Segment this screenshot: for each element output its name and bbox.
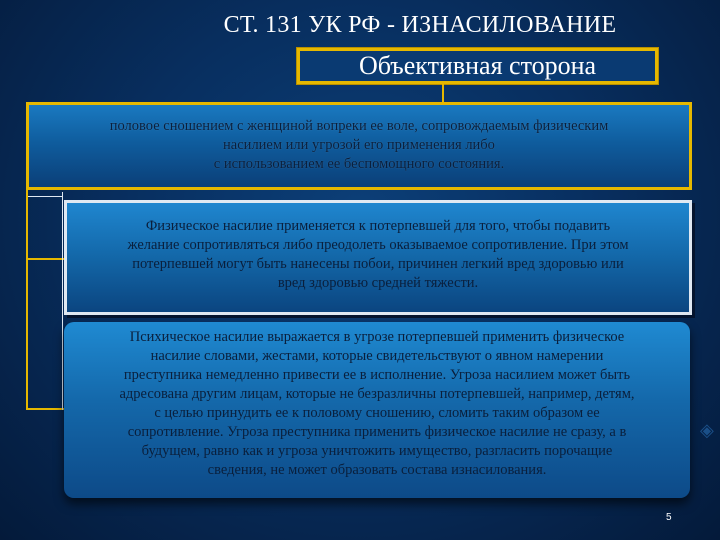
guide-line-left xyxy=(62,192,63,410)
bracket-to-mental xyxy=(26,408,64,410)
guide-line-top xyxy=(28,196,62,197)
decorative-shape-icon: ◈ xyxy=(700,420,714,441)
mental-violence-text: Психическое насилие выражается в угрозе потерпевшей применить физическое насилие словами, жестами, которые свидетельствуют о явном намерении преступника немедленно привести ее в исполнение. Угроза насилием может быть адресована другим лицам, которые не безразличны потерпевшей, например, детям, с целью принудить ее к половому сношению, сломить таким образом ее сопротивление. Угроза преступника применить физическое насилие не сразу, а в будущем, равно как и угроза уничтожить имущество, разгласить порочащие сведения, не может образовать состава изнасилования. xyxy=(119,329,635,478)
page-number: 5 xyxy=(666,512,672,523)
bracket-to-physical xyxy=(26,258,64,260)
definition-box xyxy=(26,102,692,190)
physical-violence-text: Физическое насилие применяется к потерпевшей для того, чтобы подавить желание сопротивляться либо преодолеть оказываемое сопротивление. При этом потерпевшей могут быть нанесены побои, причинен легкий вред здоровью или вред здоровью средней тяжести. xyxy=(127,218,629,291)
bracket-vertical xyxy=(26,190,28,410)
slide-title: СТ. 131 УК РФ - ИЗНАСИЛОВАНИЕ xyxy=(223,12,617,38)
subtitle-box: Объективная сторона xyxy=(297,48,658,84)
mental-violence-box xyxy=(64,322,690,498)
definition-text: половое сношением с женщиной вопреки ее воле, сопровождаемым физическим насилием или угрозой его применения либо с использованием ее беспомощного состояния. xyxy=(109,118,609,172)
physical-violence-box xyxy=(64,200,692,315)
connector-stem xyxy=(442,84,444,102)
